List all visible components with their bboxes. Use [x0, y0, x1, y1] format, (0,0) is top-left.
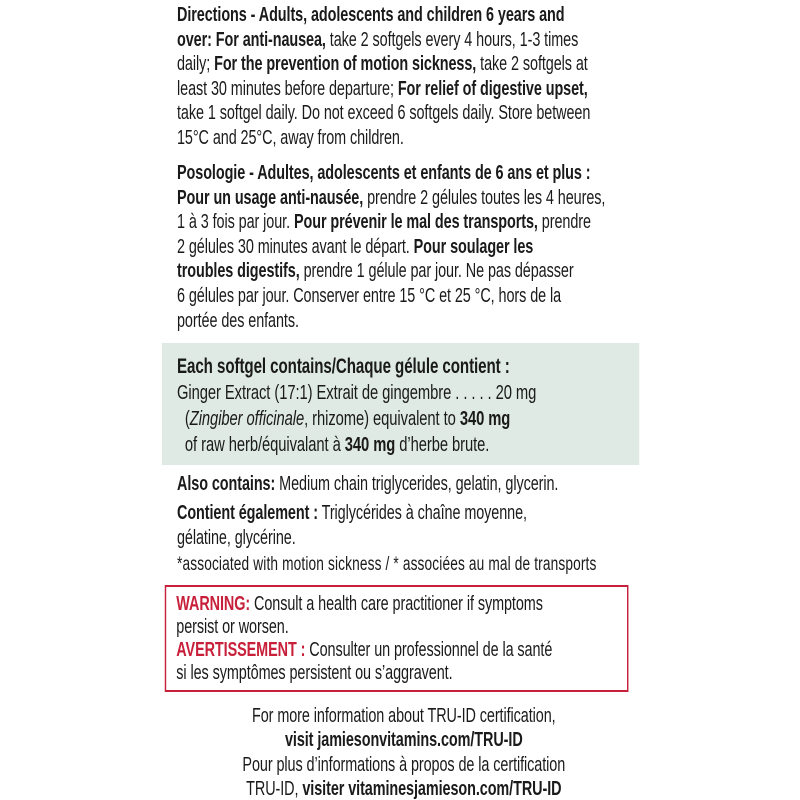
- label-content-column: [177, 0, 631, 800]
- also-contains-en: Also contains: Medium chain triglycerides, gelatin, glycerin.: [177, 473, 559, 495]
- warning-en: WARNING: Consult a health care practitioner if symptoms persist or worsen.: [176, 593, 543, 638]
- ingredient-line-ginger: Ginger Extract (17:1) Extrait de gingembre . . . . . 20 mg: [177, 381, 537, 404]
- warning-box: [165, 585, 629, 692]
- posologie-fr-paragraph: Posologie - Adultes, adolescents et enfants de 6 ans et plus : Pour un usage anti-nausée, prendre 2 gélules toutes les 4 heures, 1 à 3 fois par jour. Pour prévenir le mal des transports, prendre 2 gélules 30 minutes avant le départ. Pour soulager les troubles digestifs, prendre 1 gélule par jour. Ne pas dépasser 6 gélules par jour. Conserver entre 15 °C et 25 °C, hors de la portée des enfants.: [177, 162, 606, 332]
- also-contains-fr: Contient également : Triglycérides à chaîne moyenne, gélatine, glycérine.: [177, 502, 527, 549]
- directions-en-paragraph: Directions - Adults, adolescents and children 6 years and over: For anti-nausea, take 2 softgels every 4 hours, 1-3 times daily; For the prevention of motion sickness, take 2 softgels at least 30 minutes before departure; For relief of digestive upset, take 1 softgel daily. Do not exceed 6 softgels daily. Store between 15°C and 25°C, away from children.: [177, 4, 591, 149]
- truid-fr: Pour plus d’informations à propos de la certification TRU-ID, visiter vitaminesjamieson.com/TRU-ID: [242, 753, 566, 800]
- warning-fr: AVERTISSEMENT : Consulter un professionnel de la santé si les symptômes persistent ou s’aggravent.: [176, 639, 553, 684]
- ingredients-heading: Each softgel contains/Chaque gélule contient :: [177, 355, 510, 378]
- ingredient-line-equivalent: (Zingiber officinale, rhizome) equivalent to 340 mg: [184, 407, 511, 430]
- ingredient-line-raw-herb: of raw herb/équivalant à 340 mg d’herbe brute.: [184, 433, 490, 456]
- truid-info: [177, 704, 631, 800]
- ingredients-box: [162, 343, 639, 465]
- footnote-motion-sickness: *associated with motion sickness / * associées au mal de transports: [177, 554, 597, 575]
- truid-en: For more information about TRU-ID certification, visit jamiesonvitamins.com/TRU-ID: [252, 705, 556, 752]
